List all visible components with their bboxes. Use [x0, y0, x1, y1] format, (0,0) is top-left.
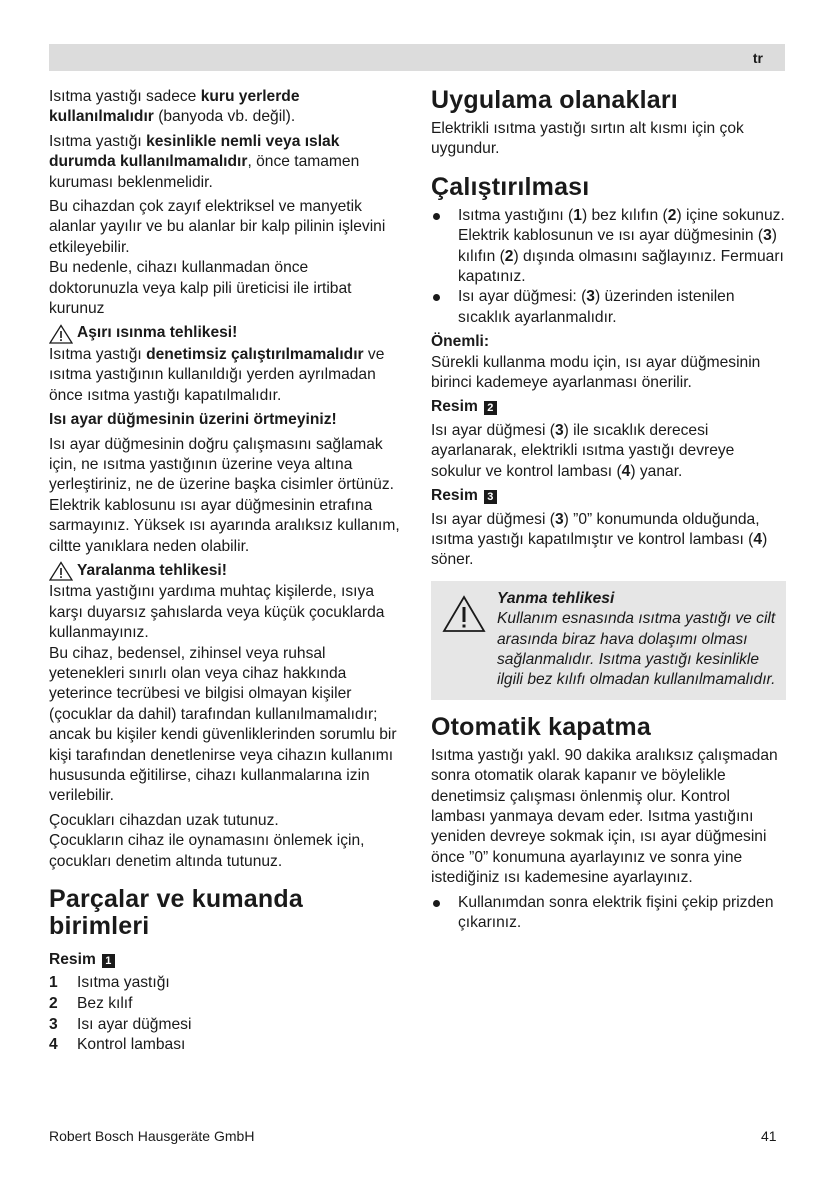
list-item: Kullanımdan sonra elektrik fişini çekip prizden çıkarınız.	[431, 893, 786, 934]
left-column	[49, 87, 401, 1056]
right-column	[431, 87, 786, 937]
control-cover-paragraph: Isı ayar düğmesinin doğru çalışmasını sağlamak için, ne ısıtma yastığının üzerine veya altına yerleştiriniz, ne de üzerine başka cisimler örtünüz. Elektrik kablosunu ısı ayar düğmesinin etrafına sarmayınız. Yüksek ısı ayarında aralıksız kullanım, ciltte yanıklara neden olabilir.	[49, 435, 400, 555]
page-number: 41	[761, 1128, 777, 1144]
caution-text: Kullanım esnasında ısıtma yastığı ve cilt arasında biraz hava dolaşımı olması sağlanmalıdır. Isıtma yastığı kesinlikle ilgili bez kılıfı olmadan kullanılmamalıdır.	[497, 610, 776, 689]
list-item: 2 Bez kılıf	[49, 995, 133, 1013]
header-bar	[49, 44, 785, 71]
warning-triangle-icon	[49, 561, 77, 581]
usage-heading: Uygulama olanakları	[431, 86, 678, 114]
moisture-paragraph: Isıtma yastığı kesinlikle nemli veya ıslak durumda kullanılmamalıdır, önce tamamen kuruması beklenmelidir.	[49, 132, 360, 191]
operation-heading: Çalıştırılması	[431, 172, 590, 201]
doctor-paragraph: Bu nedenle, cihazı kullanmadan önce doktorunuzla veya kalp pili üreticisi ile irtibat kurunuz	[49, 259, 352, 318]
switch-on-paragraph: Isı ayar düğmesi (3) ile sıcaklık derecesi ayarlanarak, elektrikli ısıtma yastığı devreye sokulur ve kontrol lambası (4) yanar.	[431, 421, 735, 480]
helpless-persons-paragraph: Isıtma yastığını yardıma muhtaç kişilerde, ısıya karşı duyarsız şahıslarda veya küçük çocuklarda kullanmayınız.	[49, 583, 385, 642]
pacemaker-paragraph: Bu cihazdan çok zayıf elektriksel ve manyetik alanlar yayılır ve bu alanlar bir kalp pilinin işlevini etkileyebilir.	[49, 198, 386, 256]
figure-reference: Resim 2	[431, 397, 786, 417]
footer-company: Robert Bosch Hausgeräte GmbH	[49, 1128, 255, 1144]
parts-list	[49, 973, 401, 1055]
warning-triangle-icon	[49, 324, 77, 344]
important-paragraph: Sürekli kullanma modu için, ısı ayar düğmesinin birinci kademeye ayarlanması önerilir.	[431, 353, 761, 392]
list-item: 3 Isı ayar düğmesi	[49, 1015, 192, 1033]
important-heading: Önemli:	[431, 333, 490, 351]
limited-abilities-paragraph: Bu cihaz, bedensel, zihinsel veya ruhsal yetenekleri sınırlı olan veya cihaz hakkında yeterince tecrübesi ve bilgisi olmayan kişiler (çocuklar da dahil) tarafından kullanılmamalıdır; ancak bu kişiler kendi güvenliklerinden sorumlu bir kişi tarafından denetlenirse veya cihazın kullanımı hususunda eğitilirse, cihazı kullanmalarına izin verilebilir.	[49, 644, 397, 805]
figure-reference: Resim 1	[49, 950, 401, 970]
children-keep-away: Çocukları cihazdan uzak tutunuz.	[49, 811, 279, 829]
caution-title: Yanma tehlikesi	[497, 589, 615, 607]
children-supervise: Çocukların cihaz ile oynamasını önlemek için, çocukları denetim altında tutunuz.	[49, 832, 365, 870]
dry-use-paragraph: Isıtma yastığı sadece kuru yerlerde kullanılmalıdır (banyoda vb. değil).	[49, 88, 300, 126]
warning-triangle-icon	[431, 589, 497, 691]
auto-shutoff-heading: Otomatik kapatma	[431, 712, 651, 741]
injury-warning-heading: Yaralanma tehlikesi!	[49, 561, 401, 581]
language-code: tr	[752, 50, 763, 66]
usage-paragraph: Elektrikli ısıtma yastığı sırtın alt kısmı için çok uygundur.	[431, 120, 744, 158]
list-item: 4 Kontrol lambası	[49, 1036, 186, 1054]
switch-off-paragraph: Isı ayar düğmesi (3) ”0” konumunda olduğunda, ısıtma yastığı kapatılmıştır ve kontrol lambası (4) söner.	[431, 510, 768, 569]
list-item: Isıtma yastığını (1) bez kılıfın (2) içine sokunuz. Elektrik kablosunun ve ısı ayar düğmesinin (3) kılıfın (2) dışında olmasını sağlayınız. Fermuarı kapatınız.	[431, 206, 786, 288]
list-item: Isı ayar düğmesi: (3) üzerinden istenilen sıcaklık ayarlanmalıdır.	[431, 287, 786, 328]
operation-list	[431, 206, 786, 328]
auto-shutoff-paragraph: Isıtma yastığı yakl. 90 dakika aralıksız çalışmadan sonra otomatik olarak kapanır ve böylelikle denetimsiz çalışması önlenmiş olur. Kontrol lambası yanmaya devam eder. Isıtma yastığını yeniden devreye sokmak için, ısı ayar düğmesini önce ”0” konumuna ayarlayınız ve sonra yine istediğiniz ısı kademesine ayarlayınız.	[431, 746, 778, 887]
overheat-warning-heading: Aşırı ısınma tehlikesi!	[49, 323, 401, 343]
parts-heading: Parçalar ve kumanda birimleri	[49, 885, 303, 941]
list-item: 1 Isıtma yastığı	[49, 974, 170, 992]
unplug-list	[431, 893, 786, 934]
dont-cover-heading: Isı ayar düğmesinin üzerini örtmeyiniz!	[49, 411, 337, 429]
figure-reference: Resim 3	[431, 486, 786, 506]
burn-caution-box	[431, 581, 786, 700]
unattended-paragraph: Isıtma yastığı denetimsiz çalıştırılmamalıdır ve ısıtma yastığının kullanıldığı yerden ayrılmadan önce ısıtma yastığı kapatılmalıdır.	[49, 345, 385, 404]
